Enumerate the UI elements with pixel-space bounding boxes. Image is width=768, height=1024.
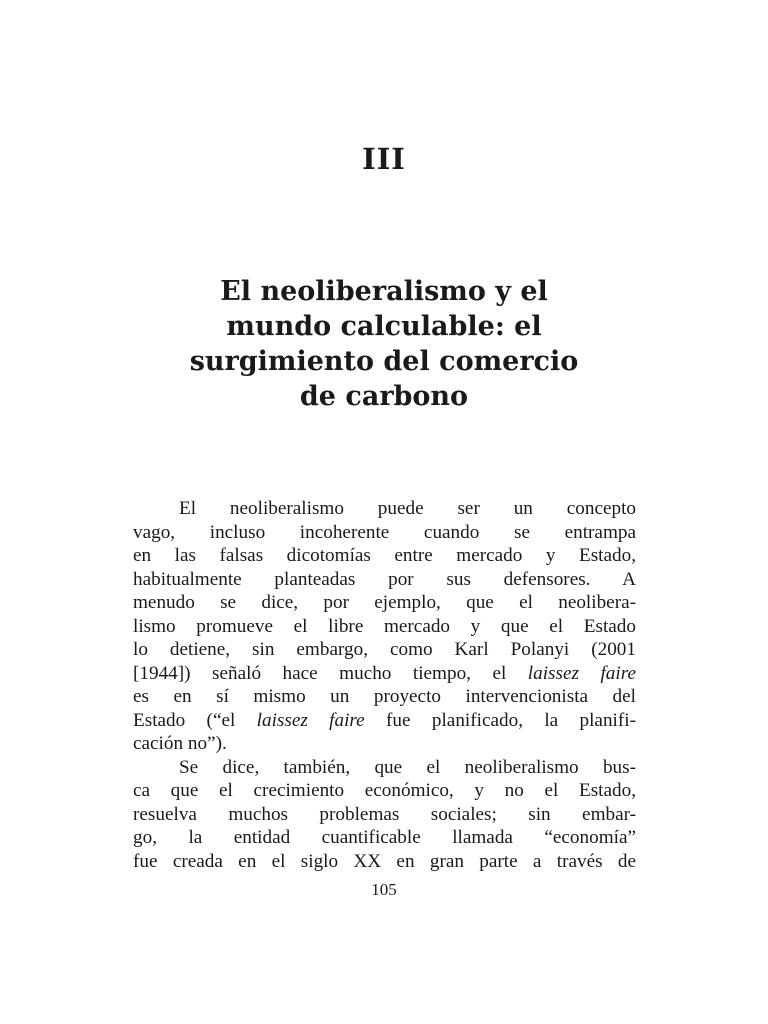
body-text (133, 497, 636, 873)
chapter-title-line: mundo calculable: el (226, 311, 542, 342)
text-run: Estado (“el (133, 709, 257, 731)
text-line: es en sí mismo un proyecto intervencionista del (133, 686, 636, 707)
paragraph-2 (133, 756, 636, 874)
chapter-title-line: de carbono (299, 381, 469, 412)
text-line: vago, incluso incoherente cuando se entrampa (133, 521, 636, 543)
text-line (133, 662, 636, 686)
text-line: El neoliberalismo puede ser un concepto (179, 498, 636, 519)
text-line: resuelva muchos problemas sociales; sin embar- (133, 803, 636, 825)
chapter-number: III (362, 142, 406, 176)
text-line: Se dice, también, que el neoliberalismo bus- (179, 756, 636, 778)
text-run: fue planificado, la planifi- (364, 709, 636, 731)
italic-term: laissez faire (256, 709, 365, 731)
text-line: cación no”). (133, 733, 227, 754)
italic-term: laissez faire (527, 662, 636, 684)
text-line: ca que el crecimiento económico, y no el Estado, (133, 780, 636, 801)
chapter-title-line: El neoliberalismo y el (220, 276, 548, 307)
text-line (133, 709, 636, 733)
text-line: menudo se dice, por ejemplo, que el neolibera- (133, 592, 636, 613)
text-run: [1944]) señaló hace mucho tiempo, el (133, 662, 528, 684)
text-line: habitualmente planteadas por sus defensores. A (133, 568, 636, 590)
paragraph-1 (133, 497, 636, 756)
text-line: en las falsas dicotomías entre mercado y Estado, (133, 545, 636, 566)
chapter-title-line: surgimiento del comercio (189, 346, 579, 377)
text-line: lismo promueve el libre mercado y que el Estado (133, 615, 636, 637)
text-line: go, la entidad cuantificable llamada “economía” (133, 827, 636, 848)
page-number: 105 (371, 880, 397, 899)
chapter-title (134, 274, 634, 414)
text-line: fue creada en el siglo XX en gran parte a través de (133, 850, 636, 872)
text-line: lo detiene, sin embargo, como Karl Polanyi (2001 (133, 639, 636, 660)
